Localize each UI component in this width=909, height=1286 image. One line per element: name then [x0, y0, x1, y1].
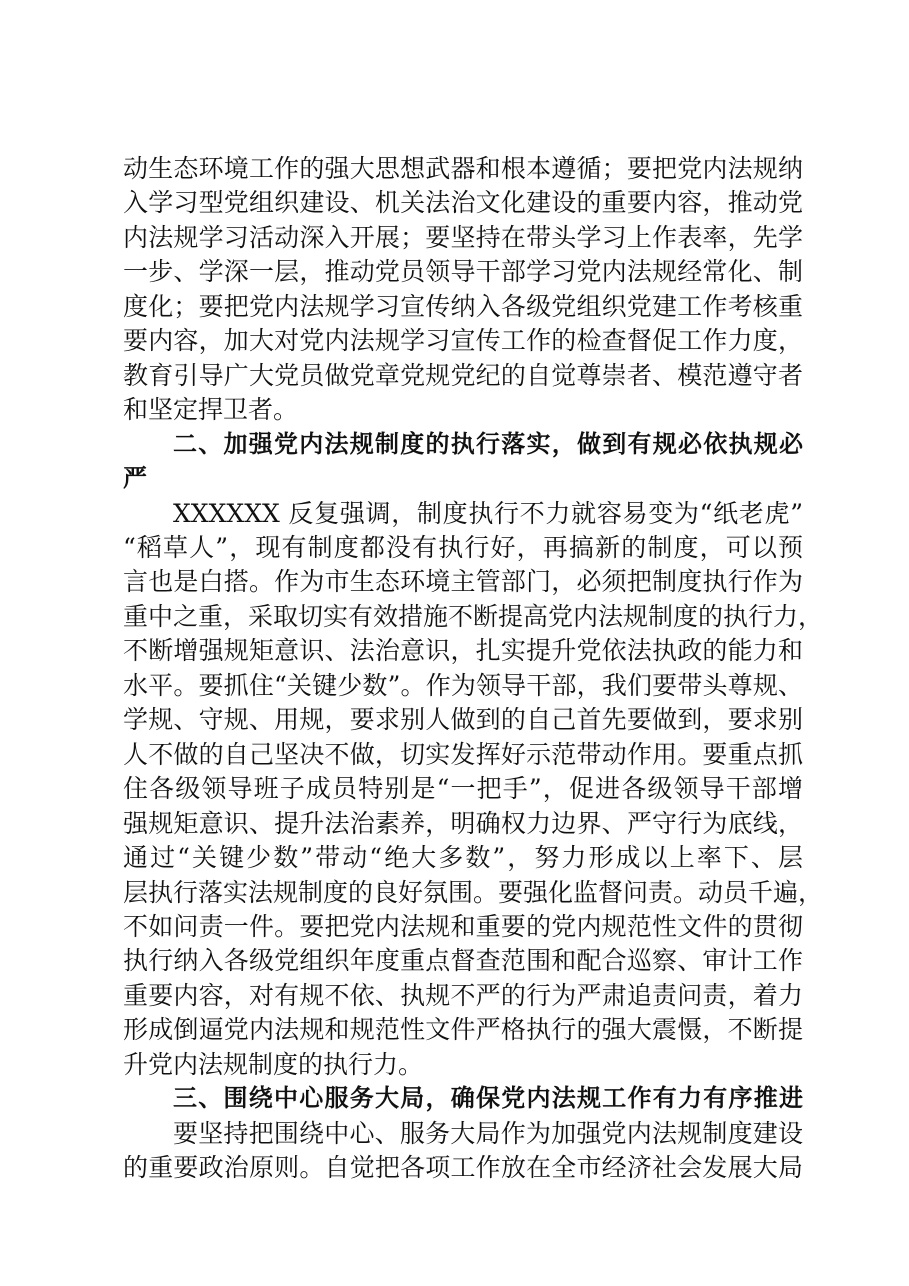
paragraph-line: 执行纳入各级党组织年度重点督查范围和配合巡察、审计工作	[123, 946, 803, 976]
section-heading-line: 二、加强党内法规制度的执行落实，做到有规必依执规必	[173, 429, 803, 458]
paragraph-line: 住各级领导班子成员特别是“一把手”，促进各级领导干部增	[123, 774, 803, 804]
paragraph-line: 升党内法规制度的执行力。	[123, 1049, 424, 1079]
paragraph-line: “稻草人”，现有制度都没有执行好，再搞新的制度，可以预	[123, 533, 803, 562]
paragraph-line: 要内容，加大对党内法规学习宣传工作的检查督促工作力度，	[123, 326, 803, 356]
paragraph-line: 一步、学深一层，推动党员领导干部学习党内法规经常化、制	[123, 257, 803, 287]
paragraph-line: 言也是白搭。作为市生态环境主管部门，必须把制度执行作为	[123, 567, 803, 597]
paragraph-line: 人不做的自己坚决不做，切实发挥好示范带动作用。要重点抓	[123, 739, 803, 769]
section-heading-line: 三、围绕中心服务大局，确保党内法规工作有力有序推进	[173, 1084, 803, 1113]
paragraph-line: 重中之重，采取切实有效措施不断提高党内法规制度的执行力，	[123, 601, 824, 631]
paragraph-line: 教育引导广大党员做党章党规党纪的自觉尊崇者、模范遵守者	[123, 360, 803, 390]
paragraph-line: 内法规学习活动深入开展；要坚持在带头学习上作表率，先学	[123, 222, 803, 252]
paragraph-line: 学规、守规、用规，要求别人做到的自己首先要做到，要求别	[123, 705, 803, 735]
paragraph-line: 形成倒逼党内法规和规范性文件严格执行的强大震慑，不断提	[123, 1015, 803, 1045]
paragraph-line: 重要内容，对有规不依、执规不严的行为严肃追责问责，着力	[123, 980, 803, 1010]
paragraph-line: 水平。要抓住“关键少数”。作为领导干部，我们要带头尊规、	[123, 670, 803, 700]
paragraph-line: 层执行落实法规制度的良好氛围。要强化监督问责。动员千遍，	[123, 877, 824, 907]
paragraph-line: 和坚定捍卫者。	[123, 395, 299, 425]
paragraph-line: 动生态环境工作的强大思想武器和根本遵循；要把党内法规纳	[123, 154, 803, 183]
paragraph-line: 不断增强规矩意识、法治意识，扎实提升党依法执政的能力和	[123, 636, 803, 666]
paragraph-line: 通过“关键少数”带动“绝大多数”，努力形成以上率下、层	[123, 843, 803, 872]
paragraph-line: 强规矩意识、提升法治素养，明确权力边界、严守行为底线，	[123, 808, 803, 838]
paragraph-line: XXXXXX 反复强调，制度执行不力就容易变为“纸老虎”	[173, 498, 803, 528]
paragraph-line: 度化；要把党内法规学习宣传纳入各级党组织党建工作考核重	[123, 291, 803, 321]
section-heading-line: 严	[123, 464, 147, 493]
paragraph-line: 入学习型党组织建设、机关法治文化建设的重要内容，推动党	[123, 188, 803, 218]
paragraph-line: 不如问责一件。要把党内法规和重要的党内规范性文件的贯彻	[123, 911, 803, 941]
paragraph-line: 要坚持把围绕中心、服务大局作为加强党内法规制度建设	[173, 1118, 803, 1148]
paragraph-line: 的重要政治原则。自觉把各项工作放在全市经济社会发展大局	[123, 1153, 803, 1183]
